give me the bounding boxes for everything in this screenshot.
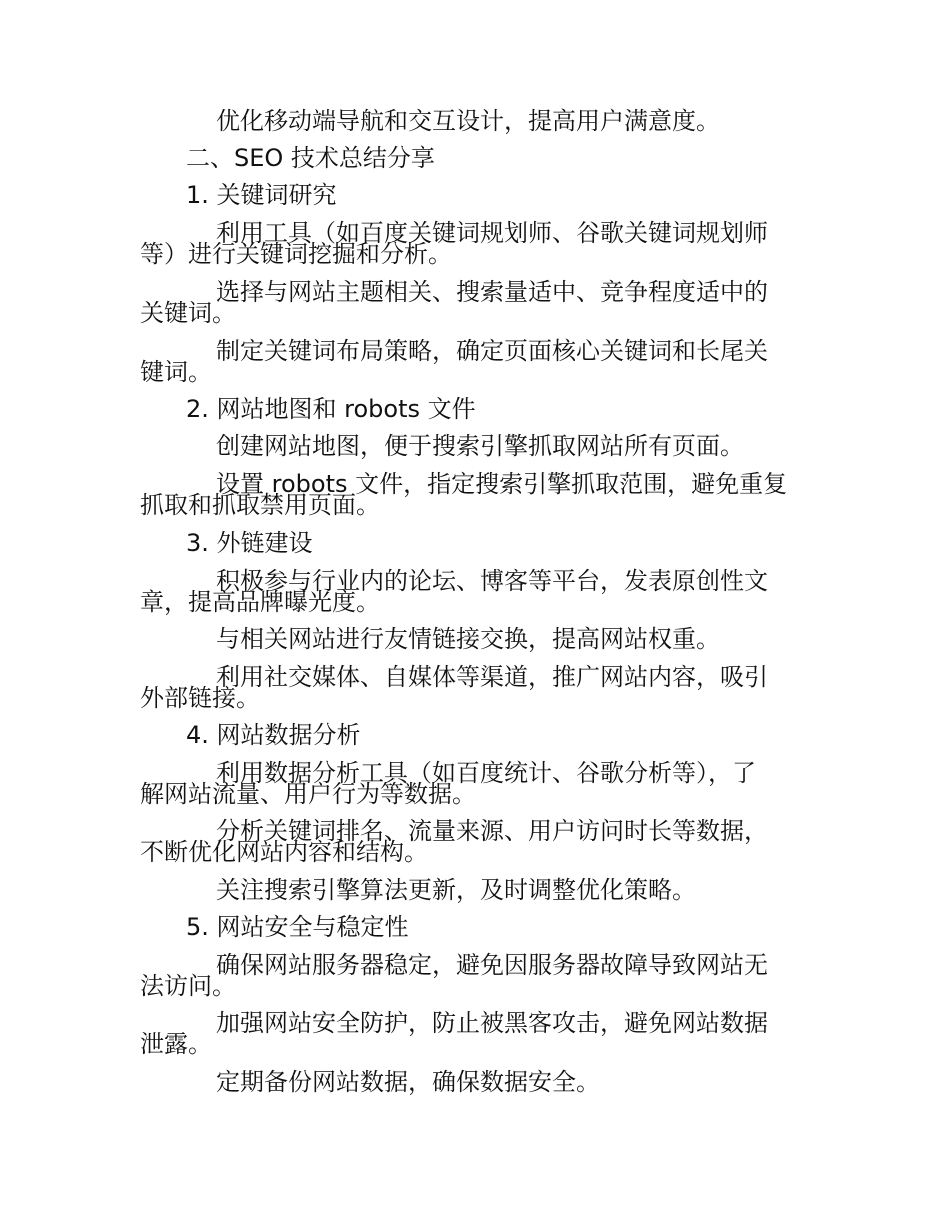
paragraph-line: 设置 robots 文件，指定搜索引擎抓取范围，避免重复 (216, 470, 788, 498)
paragraph-line: 法访问。 (140, 972, 236, 1000)
paragraph-line: 章，提高品牌曝光度。 (140, 588, 380, 616)
paragraph-line: 外部链接。 (140, 684, 260, 712)
paragraph-line: 确保网站服务器稳定，避免因服务器故障导致网站无 (216, 951, 768, 979)
paragraph-line: 与相关网站进行友情链接交换，提高网站权重。 (216, 625, 720, 653)
paragraph-line: 不断优化网站内容和结构。 (140, 838, 428, 866)
paragraph-line: 积极参与行业内的论坛、博客等平台，发表原创性文 (216, 567, 768, 595)
paragraph-line: 分析关键词排名、流量来源、用户访问时长等数据， (216, 817, 768, 845)
paragraph-line: 解网站流量、用户行为等数据。 (140, 780, 476, 808)
paragraph-line: 利用社交媒体、自媒体等渠道，推广网站内容，吸引 (216, 663, 768, 691)
paragraph-line: 关键词。 (140, 299, 236, 327)
intro-line: 优化移动端导航和交互设计，提高用户满意度。 (216, 107, 720, 135)
paragraph-line: 泄露。 (140, 1030, 212, 1058)
subsection-heading-1: 1. 关键词研究 (186, 181, 337, 209)
subsection-heading-2: 2. 网站地图和 robots 文件 (186, 395, 476, 423)
paragraph-line: 利用工具（如百度关键词规划师、谷歌关键词规划师 (216, 219, 768, 247)
subsection-heading-4: 4. 网站数据分析 (186, 721, 361, 749)
paragraph-line: 制定关键词布局策略，确定页面核心关键词和长尾关 (216, 337, 768, 365)
section-title: 二、SEO 技术总结分享 (186, 144, 435, 172)
paragraph-line: 键词。 (140, 358, 212, 386)
paragraph-line: 等）进行关键词挖掘和分析。 (140, 240, 452, 268)
paragraph-line: 加强网站安全防护，防止被黑客攻击，避免网站数据 (216, 1009, 768, 1037)
paragraph-line: 关注搜索引擎算法更新，及时调整优化策略。 (216, 876, 696, 904)
paragraph-line: 创建网站地图，便于搜索引擎抓取网站所有页面。 (216, 432, 744, 460)
paragraph-line: 抓取和抓取禁用页面。 (140, 491, 380, 519)
paragraph-line: 选择与网站主题相关、搜索量适中、竞争程度适中的 (216, 278, 768, 306)
subsection-heading-5: 5. 网站安全与稳定性 (186, 913, 409, 941)
subsection-heading-3: 3. 外链建设 (186, 529, 313, 557)
paragraph-line: 利用数据分析工具（如百度统计、谷歌分析等），了 (216, 759, 756, 787)
paragraph-line: 定期备份网站数据，确保数据安全。 (216, 1068, 600, 1096)
